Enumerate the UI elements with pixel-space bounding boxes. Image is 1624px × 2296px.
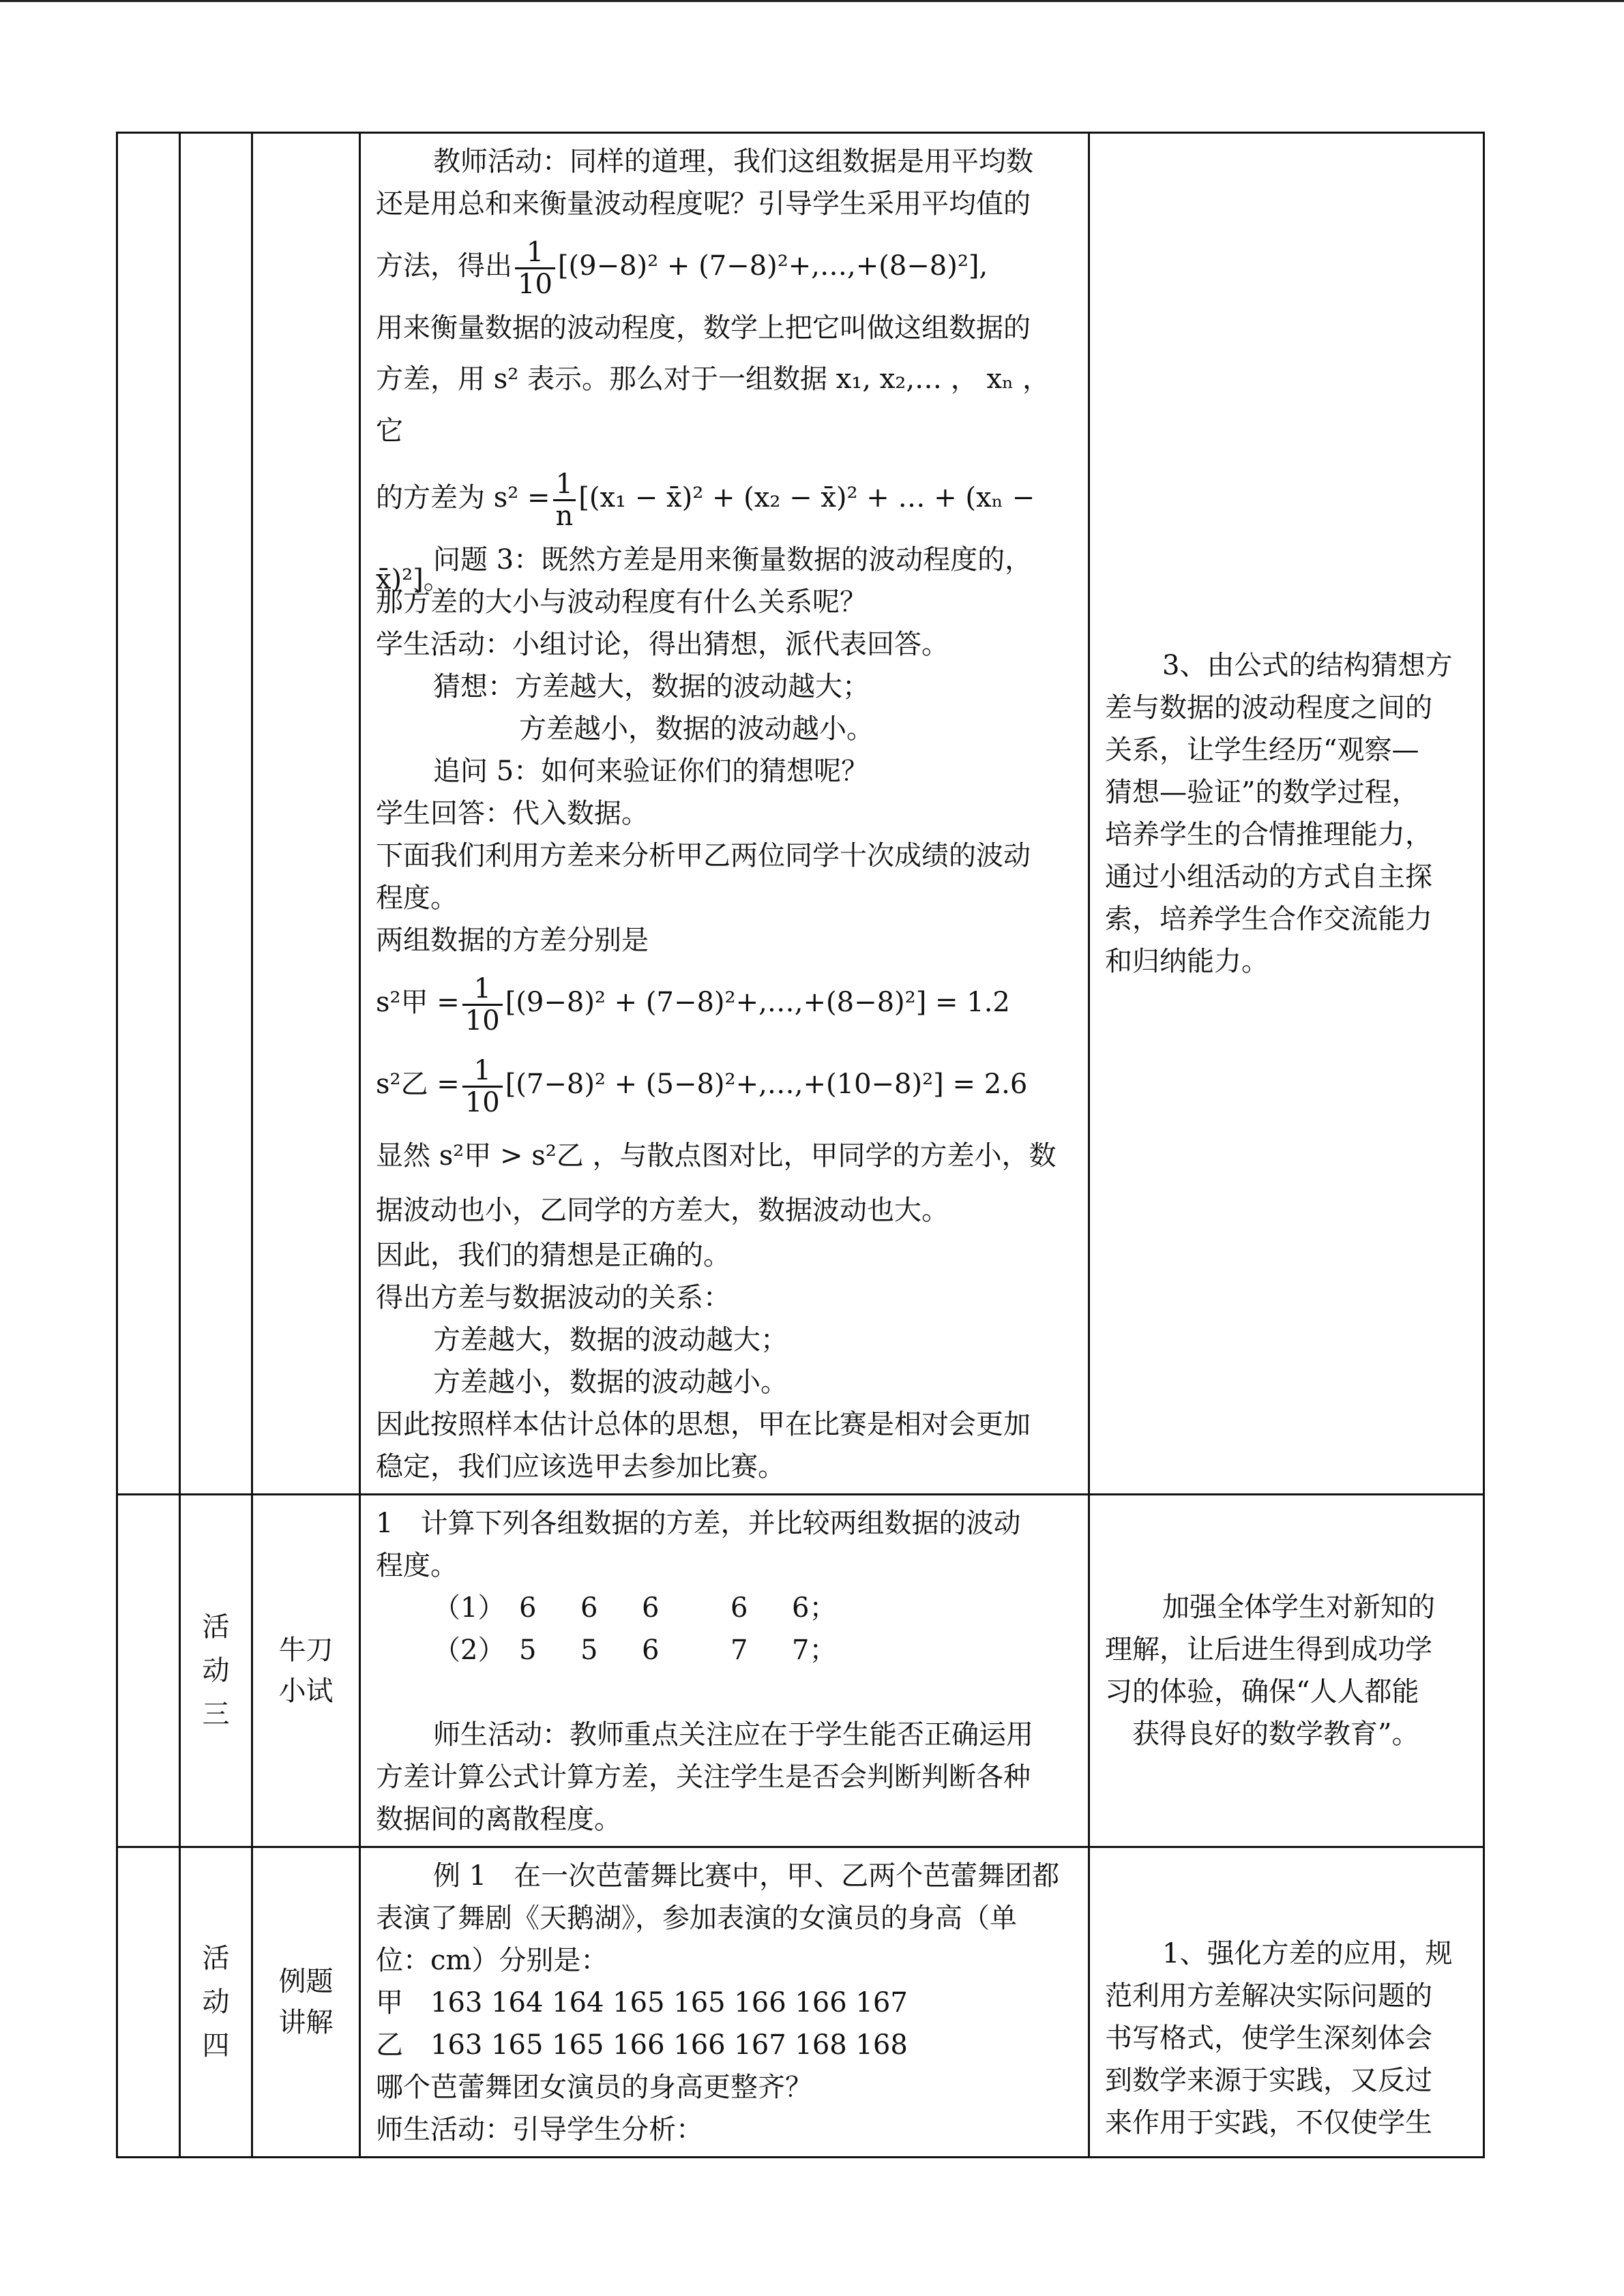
- text-line: 程度。: [376, 882, 458, 914]
- lesson-plan-table: [116, 132, 1485, 2158]
- note-line: 1、强化方差的应用，规: [1162, 1938, 1453, 1969]
- formula-line-variance: 的方差为 s² = $\frac{1}{n}$ [(x₁ − x̄)² + (x₂ − x̄)² + … + (xₙ − x̄)²]。: [376, 468, 1035, 595]
- row2-design-intent: [1089, 1495, 1484, 1847]
- note-line: 理解，让后进生得到成功学: [1105, 1634, 1432, 1665]
- row-activity-four: [117, 1847, 1484, 2158]
- text-line: 得出方差与数据波动的关系：: [376, 1282, 730, 1313]
- note-line: 差与数据的波动程度之间的: [1105, 692, 1432, 724]
- note-line: 培养学生的合情推理能力，: [1105, 819, 1432, 850]
- note-line: 和归纳能力。: [1105, 946, 1269, 977]
- formula-line-jia: s²甲 = $\frac{1}{10}$ [(9−8)² + (7−8)²+,…,+(8−8)²] = 1.2: [376, 972, 1010, 1037]
- row1-col2-empty: [180, 133, 252, 1495]
- height-data-jia: 甲 163 164 164 165 165 166 166 167: [376, 1987, 908, 2018]
- text-line: 哪个芭蕾舞团女演员的身高更整齐？: [376, 2072, 812, 2103]
- note-line: 通过小组活动的方式自主探: [1105, 861, 1432, 893]
- text-line: 数据间的离散程度。: [376, 1804, 621, 1835]
- text-line: 问题 3：既然方差是用来衡量数据的波动程度的，: [433, 544, 1033, 576]
- row-variance-derivation: [117, 133, 1484, 1495]
- note-line: 关系，让学生经历“观察—: [1105, 734, 1419, 766]
- fraction: $\frac{1}{10}$: [515, 237, 555, 299]
- data-set-1: （1） 6 6 6 6 6；: [433, 1592, 837, 1624]
- text-line: 学生活动：小组讨论，得出猜想，派代表回答。: [376, 629, 949, 660]
- text-line: 追问 5：如何来验证你们的猜想呢？: [433, 756, 869, 787]
- fraction: $\frac{1}{10}$: [462, 974, 503, 1036]
- text-line: 猜想：方差越大，数据的波动越大；: [433, 671, 870, 702]
- text-line: 稳定，我们应该选甲去参加比赛。: [376, 1451, 785, 1482]
- text-line: 方差计算公式计算方差，关注学生是否会判断判断各种: [376, 1761, 1031, 1793]
- text-line: 程度。: [376, 1550, 458, 1581]
- row1-col3-empty: [252, 133, 360, 1495]
- note-line: 书写格式，使学生深刻体会: [1105, 2023, 1432, 2054]
- row2-content-cell: [360, 1495, 1089, 1847]
- note-line: 范利用方差解决实际问题的: [1105, 1980, 1432, 2012]
- row3-content-cell: [360, 1847, 1089, 2158]
- text-line: 还是用总和来衡量波动程度呢？引导学生采用平均值的: [376, 188, 1031, 220]
- text-line: 1 计算下列各组数据的方差，并比较两组数据的波动: [376, 1508, 1021, 1539]
- text-line: 两组数据的方差分别是: [376, 925, 649, 956]
- row2-col1-empty: [117, 1495, 180, 1847]
- text-line: 位：cm）分别是：: [376, 1945, 608, 1976]
- activity-three-label: 活 动 三: [180, 1495, 252, 1847]
- row3-design-intent: [1089, 1847, 1484, 2158]
- text-line: 下面我们利用方差来分析甲乙两位同学十次成绩的波动: [376, 840, 1031, 871]
- row1-content-cell: [360, 133, 1089, 1495]
- note-line: 3、由公式的结构猜想方: [1162, 650, 1453, 681]
- note-line: 习的体验，确保“人人都能: [1105, 1676, 1419, 1708]
- text-line: 方差，用 s² 表示。那么对于一组数据 x₁, x₂,… ， xₙ ， 它: [376, 363, 1050, 447]
- row1-design-intent: [1089, 133, 1484, 1495]
- note-line: 到数学来源于实践，又反过: [1105, 2065, 1432, 2096]
- text-line: 因此，我们的猜想是正确的。: [376, 1240, 730, 1271]
- text-line: 例 1 在一次芭蕾舞比赛中，甲、乙两个芭蕾舞团都: [433, 1860, 1060, 1892]
- activity-four-label: 活 动 四: [180, 1847, 252, 2158]
- formula-line-yi: s²乙 = $\frac{1}{10}$ [(7−8)² + (5−8)²+,…,+(10−8)²] = 2.6: [376, 1054, 1028, 1118]
- stage-example-label: 例题 讲解: [252, 1847, 360, 2158]
- text-line: 师生活动：教师重点关注应在于学生能否正确运用: [433, 1719, 1033, 1750]
- stage-practice-label: 牛刀 小试: [252, 1495, 360, 1847]
- note-line: 猜想—验证”的数学过程，: [1105, 777, 1419, 808]
- text-line: 那方差的大小与波动程度有什么关系呢？: [376, 586, 867, 618]
- blank-line: [376, 1671, 1076, 1714]
- formula-line-mean: 方法，得出 $\frac{1}{10}$ [(9−8)² + (7−8)²+,…,+(8−8)²],: [376, 236, 988, 300]
- text-line: 表演了舞剧《天鹅湖》，参加表演的女演员的身高（单: [376, 1903, 1017, 1934]
- note-line: 获得良好的数学教育”。: [1132, 1718, 1419, 1750]
- note-line: 来作用于实践，不仅使学生: [1105, 2107, 1432, 2138]
- text-line: 方差越小，数据的波动越小。: [433, 1367, 788, 1398]
- data-set-2: （2） 5 5 6 7 7；: [433, 1635, 837, 1666]
- row3-col1-empty: [117, 1847, 180, 2158]
- page-top-border: [0, 0, 1624, 2]
- text-line: 用来衡量数据的波动程度，数学上把它叫做这组数据的: [376, 312, 1031, 344]
- row1-col1-empty: [117, 133, 180, 1495]
- height-data-yi: 乙 163 165 165 166 166 167 168 168: [376, 2029, 908, 2061]
- note-line: 加强全体学生对新知的: [1162, 1592, 1435, 1623]
- note-line: 索，培养学生合作交流能力: [1105, 904, 1432, 935]
- fraction: $\frac{1}{10}$: [462, 1056, 503, 1118]
- text-line: 据波动也小，乙同学的方差大，数据波动也大。: [376, 1195, 949, 1226]
- row-activity-three: [117, 1495, 1484, 1847]
- text-line: 方差越大，数据的波动越大；: [433, 1324, 788, 1356]
- text-line: 师生活动：引导学生分析：: [376, 2114, 703, 2145]
- text-line: 显然 s²甲 > s²乙 ，与散点图对比，甲同学的方差小，数: [376, 1140, 1057, 1172]
- text-line: 方差越小，数据的波动越小。: [519, 713, 874, 745]
- text-line: 教师活动：同样的道理，我们这组数据是用平均数: [433, 146, 1033, 177]
- text-line: 因此按照样本估计总体的思想，甲在比赛是相对会更加: [376, 1409, 1031, 1440]
- text-line: 学生回答：代入数据。: [376, 798, 649, 829]
- fraction: $\frac{1}{n}$: [553, 469, 576, 531]
